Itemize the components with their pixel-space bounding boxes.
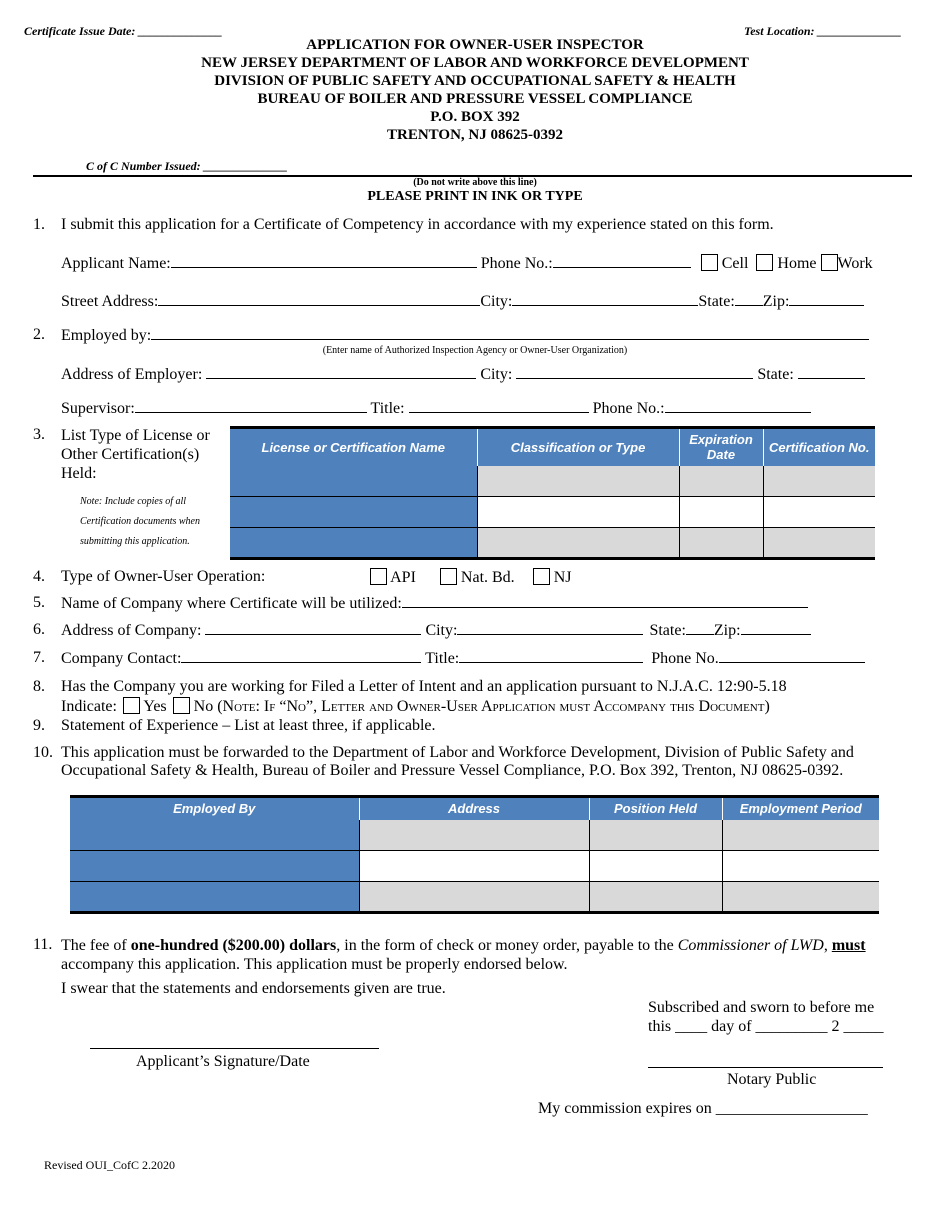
classification-cell[interactable] xyxy=(477,466,679,497)
fee-text-mid: , in the form of check or money order, payable to the xyxy=(336,937,678,954)
item-10-line2: Occupational Safety & Health, Bureau of Boiler and Pressure Vessel Compliance, P.O. Box 392, Trenton, NJ 08625-0392. xyxy=(61,762,844,779)
period-cell[interactable] xyxy=(722,820,879,851)
cell-checkbox[interactable] xyxy=(701,254,718,271)
indicate-row xyxy=(61,697,770,716)
cofc-number-label: C of C Number Issued: ______________ xyxy=(86,159,288,173)
api-label: API xyxy=(390,569,416,586)
city-zip: TRENTON, NJ 08625-0392 xyxy=(387,127,563,143)
applicant-name-label: Applicant Name: xyxy=(61,255,171,272)
license-name-cell[interactable] xyxy=(230,528,477,559)
license-col-certno: Certification No. xyxy=(763,428,875,466)
home-label: Home xyxy=(777,255,817,272)
employer-city-field[interactable] xyxy=(516,365,753,379)
employer-address-field[interactable] xyxy=(206,365,476,379)
employment-table xyxy=(70,795,879,914)
fee-line xyxy=(61,936,866,955)
operation-options xyxy=(370,568,571,587)
company-city-label: City: xyxy=(425,622,458,639)
license-prompt-line1: List Type of License or xyxy=(61,427,210,444)
employment-col-position: Position Held xyxy=(589,797,722,820)
fee-comma: , xyxy=(823,937,832,954)
company-name-field[interactable] xyxy=(402,594,808,608)
item-9-text: Statement of Experience – List at least three, if applicable. xyxy=(61,717,436,734)
form-title: APPLICATION FOR OWNER-USER INSPECTOR xyxy=(306,37,644,53)
no-checkbox[interactable] xyxy=(173,697,190,714)
employer-state-label: State: xyxy=(757,366,798,383)
position-cell[interactable] xyxy=(589,820,722,851)
license-table xyxy=(230,426,875,560)
license-row xyxy=(230,466,875,497)
item-number: 3. xyxy=(33,426,45,443)
license-note-line2: Certification documents when xyxy=(80,516,200,527)
employment-table-header xyxy=(70,797,879,820)
license-prompt-line2: Other Certification(s) xyxy=(61,446,200,463)
license-col-name: License or Certification Name xyxy=(230,428,477,466)
license-note xyxy=(80,492,200,552)
classification-cell[interactable] xyxy=(477,497,679,528)
subscribed-text: Subscribed and sworn to before me xyxy=(648,999,875,1016)
license-col-expiration: Expiration Date xyxy=(679,428,763,466)
item-number: 6. xyxy=(33,621,45,638)
company-contact-field[interactable] xyxy=(181,649,421,663)
notary-signature-line[interactable] xyxy=(648,1067,883,1068)
fee-line-2: accompany this application. This application must be properly endorsed below. xyxy=(61,956,568,973)
item-8-text: Has the Company you are working for Filed a Letter of Intent and an application pursuant to N.J.A.C. 12:90-5.18 xyxy=(61,678,787,695)
city-field[interactable] xyxy=(512,292,698,306)
applicant-row xyxy=(61,254,873,273)
item-number: 9. xyxy=(33,717,45,734)
period-cell[interactable] xyxy=(722,851,879,882)
nj-checkbox[interactable] xyxy=(533,568,550,585)
employer-state-field[interactable] xyxy=(798,365,865,379)
contact-phone-field[interactable] xyxy=(719,649,865,663)
cell-label: Cell xyxy=(721,255,749,272)
notary-oath xyxy=(648,998,884,1036)
operation-label: Type of Owner-User Operation: xyxy=(61,568,266,585)
company-address-row xyxy=(61,621,811,640)
street-row xyxy=(61,292,864,311)
item-number: 4. xyxy=(33,568,45,585)
yes-label: Yes xyxy=(143,698,167,715)
expiration-cell[interactable] xyxy=(679,466,763,497)
certno-cell[interactable] xyxy=(763,497,875,528)
do-not-write-note: (Do not write above this line) xyxy=(413,177,537,188)
employment-col-period: Employment Period xyxy=(722,797,879,820)
classification-cell[interactable] xyxy=(477,528,679,559)
employed-by-field[interactable] xyxy=(151,326,869,340)
supervisor-phone-label: Phone No.: xyxy=(592,400,665,417)
company-name-label: Name of Company where Certificate will be utilized: xyxy=(61,595,402,612)
company-contact-label: Company Contact: xyxy=(61,650,182,667)
license-prompt xyxy=(61,426,210,483)
yes-checkbox[interactable] xyxy=(123,697,140,714)
item-11-text xyxy=(61,936,866,974)
license-prompt-line3: Held: xyxy=(61,465,97,482)
employed-by-note: (Enter name of Authorized Inspection Agency or Owner-User Organization) xyxy=(322,345,628,356)
company-name-row xyxy=(61,594,808,613)
company-city-field[interactable] xyxy=(457,621,643,635)
street-label: Street Address: xyxy=(61,293,159,310)
employment-row xyxy=(70,882,879,913)
natbd-label: Nat. Bd. xyxy=(460,569,515,586)
license-note-line3: submitting this application. xyxy=(80,536,190,547)
employer-address-row xyxy=(61,365,865,384)
no-instruction: (Note: If “No”, Letter and Owner-User Application must Accompany this Document) xyxy=(217,698,770,715)
company-address-field[interactable] xyxy=(205,621,421,635)
expiration-cell[interactable] xyxy=(679,497,763,528)
indicate-label: Indicate: xyxy=(61,698,117,715)
license-name-cell[interactable] xyxy=(230,466,477,497)
work-checkbox[interactable] xyxy=(821,254,838,271)
applicant-signature-label: Applicant’s Signature/Date xyxy=(136,1053,310,1070)
home-checkbox[interactable] xyxy=(756,254,773,271)
po-box: P.O. BOX 392 xyxy=(430,109,520,125)
item-number: 5. xyxy=(33,594,45,611)
license-note-line1: Note: Include copies of all xyxy=(80,496,187,507)
employed-by-label: Employed by: xyxy=(61,327,152,344)
bureau-name: BUREAU OF BOILER AND PRESSURE VESSEL COMPLIANCE xyxy=(257,91,693,107)
employer-address-label: Address of Employer: xyxy=(61,366,207,383)
license-col-classification: Classification or Type xyxy=(477,428,679,466)
item-number: 2. xyxy=(33,326,45,343)
phone-field[interactable] xyxy=(553,254,691,268)
employed-row xyxy=(61,326,869,345)
supervisor-title-field[interactable] xyxy=(409,399,589,413)
certificate-issue-date-label: Certificate Issue Date: ______________ xyxy=(24,24,223,38)
item-number: 10. xyxy=(33,744,53,761)
no-label: No xyxy=(193,698,214,715)
fee-text-pre: The fee of xyxy=(61,937,131,954)
state-field[interactable] xyxy=(735,292,763,306)
applicant-name-field[interactable] xyxy=(171,254,477,268)
test-location-label: Test Location: ______________ xyxy=(744,24,902,38)
certno-cell[interactable] xyxy=(763,466,875,497)
zip-label: Zip: xyxy=(762,293,790,310)
street-field[interactable] xyxy=(158,292,480,306)
employer-cell[interactable] xyxy=(70,882,359,913)
item-number: 1. xyxy=(33,216,45,233)
city-label: City: xyxy=(480,293,513,310)
address-cell[interactable] xyxy=(359,820,589,851)
nj-label: NJ xyxy=(553,569,572,586)
phone-label: Phone No.: xyxy=(480,255,553,272)
employer-city-label: City: xyxy=(480,366,517,383)
supervisor-label: Supervisor: xyxy=(61,400,135,417)
contact-title-label: Title: xyxy=(425,650,460,667)
company-contact-row xyxy=(61,649,865,668)
state-label: State: xyxy=(698,293,735,310)
swear-statement: I swear that the statements and endorsements given are true. xyxy=(61,980,446,997)
form-header xyxy=(0,36,950,144)
natbd-checkbox[interactable] xyxy=(440,568,457,585)
contact-phone-label: Phone No. xyxy=(651,650,719,667)
position-cell[interactable] xyxy=(589,851,722,882)
license-row xyxy=(230,497,875,528)
fee-amount: one-hundred ($200.00) dollars xyxy=(130,937,337,954)
period-cell[interactable] xyxy=(722,882,879,913)
print-instruction: PLEASE PRINT IN INK OR TYPE xyxy=(367,189,583,204)
fee-payee: Commissioner of LWD xyxy=(677,937,824,954)
item-1-text: I submit this application for a Certificate of Competency in accordance with my experience stated on this form. xyxy=(61,216,774,233)
division-name: DIVISION OF PUBLIC SAFETY AND OCCUPATIONAL SAFETY & HEALTH xyxy=(214,73,736,89)
certno-cell[interactable] xyxy=(763,528,875,559)
company-state-field[interactable] xyxy=(686,621,714,635)
employment-row xyxy=(70,820,879,851)
work-label: Work xyxy=(837,255,873,272)
supervisor-phone-field[interactable] xyxy=(665,399,811,413)
zip-field[interactable] xyxy=(789,292,864,306)
address-cell[interactable] xyxy=(359,851,589,882)
employer-cell[interactable] xyxy=(70,820,359,851)
item-number: 7. xyxy=(33,649,45,666)
employment-col-employer: Employed By xyxy=(70,797,359,820)
license-row xyxy=(230,528,875,559)
applicant-signature-line[interactable] xyxy=(90,1048,379,1049)
supervisor-field[interactable] xyxy=(135,399,367,413)
employment-col-address: Address xyxy=(359,797,589,820)
company-state-label: State: xyxy=(649,622,686,639)
item-number: 11. xyxy=(33,936,53,953)
fee-must: must xyxy=(831,937,866,954)
company-zip-field[interactable] xyxy=(741,621,811,635)
commission-expires: My commission expires on ___________________ xyxy=(538,1100,868,1117)
supervisor-row xyxy=(61,399,811,418)
notary-public-label: Notary Public xyxy=(727,1071,817,1088)
item-10-text xyxy=(61,744,854,780)
company-zip-label: Zip: xyxy=(713,622,741,639)
employment-row xyxy=(70,851,879,882)
address-cell[interactable] xyxy=(359,882,589,913)
position-cell[interactable] xyxy=(589,882,722,913)
department-name: NEW JERSEY DEPARTMENT OF LABOR AND WORKFORCE DEVELOPMENT xyxy=(201,55,749,71)
contact-title-field[interactable] xyxy=(459,649,643,663)
expiration-cell[interactable] xyxy=(679,528,763,559)
license-name-cell[interactable] xyxy=(230,497,477,528)
license-table-header xyxy=(230,428,875,466)
company-address-label: Address of Company: xyxy=(61,622,206,639)
item-10-line1: This application must be forwarded to the Department of Labor and Workforce Development, Division of Public Safety and xyxy=(61,744,854,761)
this-day-text: this ____ day of _________ 2 _____ xyxy=(648,1018,884,1035)
employer-cell[interactable] xyxy=(70,851,359,882)
revision-footer: Revised OUI_CofC 2.2020 xyxy=(44,1158,175,1172)
item-number: 8. xyxy=(33,678,45,695)
supervisor-title-label: Title: xyxy=(370,400,409,417)
api-checkbox[interactable] xyxy=(370,568,387,585)
